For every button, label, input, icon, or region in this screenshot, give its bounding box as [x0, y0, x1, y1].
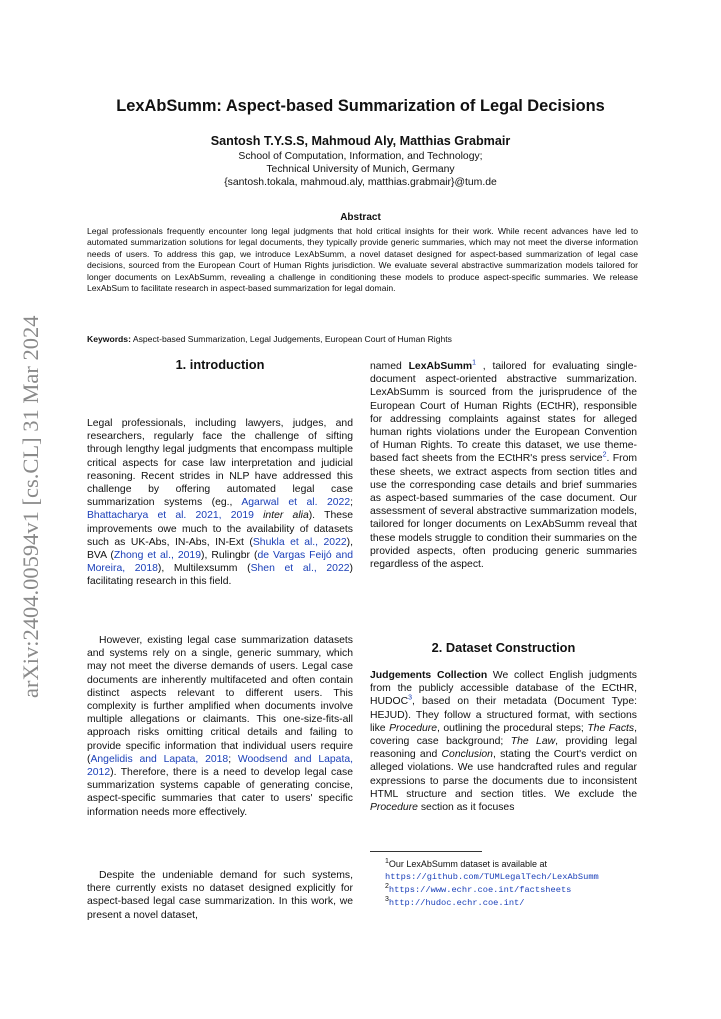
paragraph-text: ), Rulingbr ( — [200, 550, 258, 562]
emphasis-text: Procedure — [389, 722, 438, 734]
citation-link[interactable]: Shukla et al., 2022 — [252, 536, 347, 548]
affiliation-line: School of Computation, Information, and Technology; — [238, 151, 483, 162]
paragraph-text: ; — [228, 753, 238, 765]
citation-link[interactable]: Agarwal et al. 2022 — [241, 497, 351, 509]
footnote-link[interactable]: http://hudoc.echr.coe.int/ — [388, 898, 525, 908]
citation-link[interactable]: Shen et al., 2022 — [250, 563, 350, 575]
intro-paragraph-continued — [370, 360, 637, 571]
paragraph-text: , outlining the procedural steps; — [437, 722, 588, 734]
footnote-ref[interactable]: 2 — [602, 451, 607, 459]
affiliation-block — [0, 150, 721, 189]
footnote-ref[interactable]: 3 — [408, 694, 413, 702]
paragraph-text: named — [370, 361, 409, 372]
intro-paragraph — [87, 869, 353, 922]
author-emails: {santosh.tokala, mahmoud.aly, matthias.grabmair}@tum.de — [224, 177, 497, 188]
emphasis-text: Procedure — [370, 802, 418, 814]
paragraph-text: , tailored for evaluating single-document aspect-oriented abstractive summarization. LexAbSumm is sourced from the jurisprudence of the European Court of Human Rights (ECtHR), responsible for addressing complaints against states for alleged human rights violations under the European Convention of Human Rights. To create this dataset, we use theme-based fact sheets from the ECtHR's press service — [370, 361, 637, 465]
section-heading: 1. introduction — [175, 357, 265, 372]
dataset-name: LexAbSumm — [408, 361, 473, 372]
footnote-ref[interactable]: 1 — [472, 359, 476, 367]
footnote-number: 1 — [385, 858, 389, 865]
affiliation-line: Technical University of Munich, Germany — [266, 164, 455, 175]
abstract-text: Legal professionals frequently encounter long legal judgments that hold critical insights for their work. While recent advances have led to automated summarization solutions for legal documents, they typically provide generic summaries, which may not meet the diverse information needs of users. To address this gap, we introduce LexAbSumm, a novel dataset designed for aspect-based summarization of legal case decisions, sourced from the European Court of Human Rights jurisdiction. We evaluate several abstractive summarization models tailored for longer documents on LexAbSumm, revealing a challenge in conditioning these models to produce aspect-specific summaries. We release LexAbSum to facilitate research in aspect-based summarization for legal domain. — [87, 226, 638, 294]
paper-title: LexAbSumm: Aspect-based Summarization of Legal Decisions — [116, 97, 605, 115]
keywords-label: Keywords: — [87, 334, 131, 344]
footnote-number: 2 — [385, 883, 389, 890]
emphasis-text: The Facts — [587, 722, 635, 734]
paragraph-text: . From these sheets, we extract aspects from section titles and use the corresponding case details and brief summaries as aspect-based summaries of the case document. Our assessment of several abstractive summarization models, tailored for longer documents on LexAbSumm reveal that these models struggle to condition their summaries on the provided aspects, often producing generic summaries regardless of the aspect. — [370, 453, 638, 571]
footnote-divider — [370, 851, 482, 852]
emphasis-text: Conclusion — [441, 749, 493, 761]
emphasis-text: The Law — [510, 736, 556, 748]
paragraph-text: Despite the undeniable demand for such systems, there currently exists no dataset designed explicitly for aspect-based legal case summarization. In this work, we present a novel dataset, — [87, 870, 353, 921]
arxiv-identifier-text: arXiv:2404.00594v1 [cs.CL] 31 Mar 2024 — [18, 315, 43, 698]
paragraph-text: section as it focuses — [417, 802, 515, 814]
paragraph-text: , providing legal reasoning and — [370, 736, 637, 761]
paragraph-text: ). These improvements owe much to the availability of datasets such as UK-Abs, IN-Abs, IN-Ext ( — [87, 510, 353, 548]
paragraph-text — [254, 510, 263, 521]
footnote-text: Our LexAbSumm dataset is available at — [388, 859, 547, 869]
footnote-link[interactable]: https://www.echr.coe.int/factsheets — [388, 885, 572, 895]
paragraph-text: ), Multilexsumm ( — [157, 563, 251, 575]
paragraph-lead: Judgements Collection — [370, 670, 488, 681]
paragraph-text: Legal professionals, including lawyers, judges, and researchers, regularly face the challenge of sifting through lengthy legal judgments that encompass multiple critical aspects for case law interpretation and judicial reasoning. Recent strides in NLP have addressed this challenge by offering automated legal case summarization systems (eg., — [87, 418, 353, 509]
paragraph-text: ), BVA ( — [87, 536, 353, 562]
abstract-heading: Abstract — [340, 212, 381, 223]
paragraph-text: We collect English judgments from the publicly accessible database of the ECtHR, HUDOC — [370, 670, 638, 708]
paragraph-text: , stating the Court's verdict on alleged violations. We use handcrafted rules and regular expressions to parse the documents due to inconsistent HTML structure and section titles. We exclude the — [370, 749, 637, 800]
emphasis-text: inter alia — [263, 510, 309, 522]
intro-paragraph — [87, 417, 353, 589]
arxiv-identifier-stamp — [12, 300, 46, 700]
paragraph-text: However, existing legal case summarization datasets and systems rely on a single, generic summary, which may not meet the diverse demands of users. Legal case documents are inherently multifaceted and often contain distinct aspects relevant to different users. This complexity is further amplified when documents involve multiple allegations or claimants. This one-size-fits-all approach risks omitting critical details and failing to provide specific information that individual users require ( — [87, 635, 353, 765]
footnote-item — [370, 858, 650, 883]
paragraph-text: ; — [350, 497, 353, 509]
paragraph-text: ) facilitating research in this field. — [87, 563, 353, 588]
citation-link[interactable]: de Vargas Feijó and Moreira, 2018 — [87, 550, 354, 575]
paragraph-text: , covering case background; — [370, 722, 637, 748]
footnote-link[interactable]: https://github.com/TUMLegalTech/LexAbSumm — [385, 872, 599, 882]
keywords-text: Aspect-based Summarization, Legal Judgements, European Court of Human Rights — [132, 334, 452, 344]
citation-link[interactable]: Woodsend and Lapata, 2012 — [87, 753, 353, 779]
citation-link[interactable]: Zhong et al., 2019 — [113, 550, 201, 562]
citation-link[interactable]: Angelidis and Lapata, 2018 — [90, 753, 229, 765]
paragraph-text: ). Therefore, there is a need to develop legal case summarization systems capable of generating concise, aspect-specific summaries that cater to users' specific information needs more effectively. — [87, 767, 353, 818]
section-heading: 2. Dataset Construction — [431, 640, 576, 655]
footnote-item — [370, 896, 650, 909]
intro-paragraph — [87, 634, 353, 819]
footnote-number: 3 — [385, 896, 389, 903]
paragraph-text: , based on their metadata (Document Type: HEJUD). They follow a structured format, with sections like — [370, 696, 637, 734]
dataset-construction-paragraph — [370, 669, 637, 814]
footnotes — [370, 851, 650, 909]
paper-authors: Santosh T.Y.S.S, Mahmoud Aly, Matthias Grabmair — [210, 134, 511, 148]
footnote-item — [370, 883, 650, 896]
citation-link[interactable]: Bhattacharya et al. 2021, 2019 — [87, 510, 254, 522]
keywords-line — [87, 334, 647, 344]
